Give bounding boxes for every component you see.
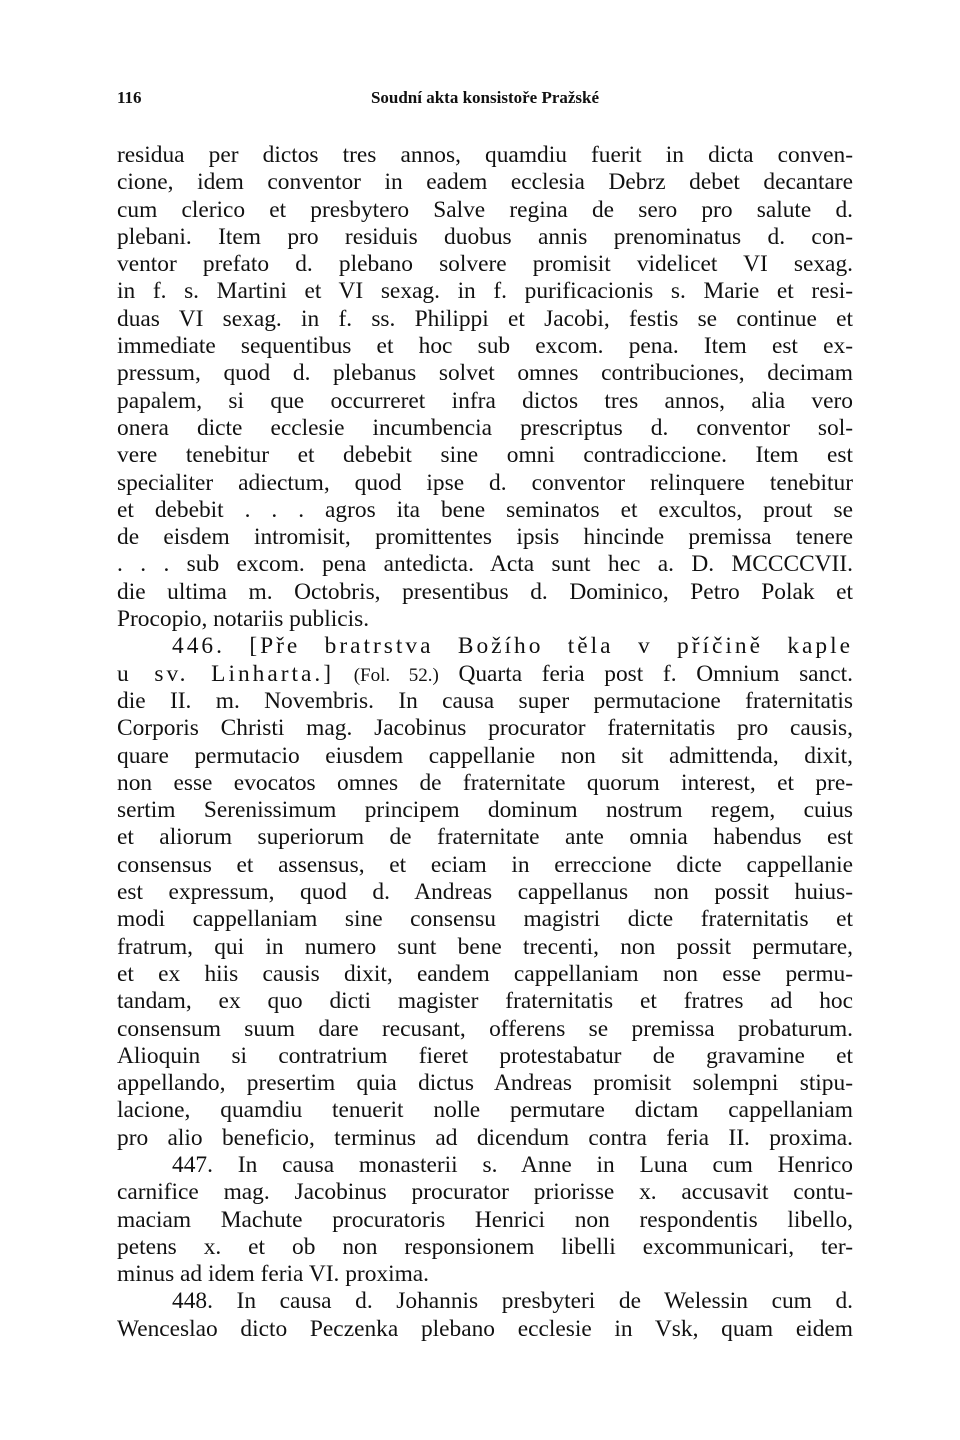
text-line: duas VI sexag. in f. ss. Philippi et Jacobi, festis se continue et (117, 305, 853, 332)
text-line: die II. m. Novembris. In causa super permutacione fraternitatis (117, 687, 853, 714)
text-line: sertim Serenissimum principem dominum nostrum regem, cuius (117, 797, 853, 824)
page-number: 116 (117, 88, 142, 107)
text-line: 448. In causa d. Johannis presbyteri de Welessin cum d. (172, 1288, 853, 1315)
text-line: Corporis Christi mag. Jacobinus procurator fraternitatis pro causis, (117, 715, 853, 742)
text-line: carnifice mag. Jacobinus procurator priorisse x. accusavit contu- (117, 1179, 853, 1206)
text-line: maciam Machute procuratoris Henrici non respondentis libello, (117, 1206, 853, 1233)
text-line: de eisdem intromisit, promittentes ipsis hincinde premissa tenere (117, 524, 853, 551)
running-head (117, 88, 853, 112)
text-line: pressum, quod d. plebanus solvet omnes contribuciones, decimam (117, 360, 853, 387)
text-line: modi cappellaniam sine consensu magistri dicte fraternitatis et (117, 906, 853, 933)
entry-text: Quarta feria post f. Omnium sanct. (458, 660, 853, 687)
entry-title-continued: u sv. Linharta.] (117, 660, 335, 687)
text-line: appellando, presertim quia dictus Andreas promisit solempni stipu- (117, 1070, 853, 1097)
text-line: vere tenebitur et debebit sine omni contradiccione. Item est (117, 442, 853, 469)
text-line: specialiter adiectum, quod ipse d. conventor relinquere tenebitur (117, 469, 853, 496)
text-line: pro alio beneficio, terminus ad dicendum contra feria II. proxima. (117, 1124, 853, 1151)
text-line: consensum suum dare recusant, offerens se premissa probaturum. (117, 1015, 853, 1042)
text-line: cum clerico et presbytero Salve regina de sero pro salute d. (117, 196, 853, 223)
entry-446-heading (117, 633, 853, 660)
text-line: in f. s. Martini et VI sexag. in f. purificacionis s. Marie et resi- (117, 278, 853, 305)
text-line: die ultima m. Octobris, presentibus d. Dominico, Petro Polak et (117, 578, 853, 605)
text-line: fratrum, qui in numero sunt bene trecenti, non possit permutare, (117, 933, 853, 960)
text-line: onera dicte ecclesie incumbencia prescriptus d. conventor sol- (117, 414, 853, 441)
body-text (117, 142, 853, 1343)
text-line: cione, idem conventor in eadem ecclesia Debrz debet decantare (117, 169, 853, 196)
text-line: et debebit . . . agros ita bene seminatos et excultos, prout se (117, 496, 853, 523)
running-title: Soudní akta konsistoře Pražské (370, 88, 600, 107)
text-line: est expressum, quod d. Andreas cappellanus non possit huius- (117, 879, 853, 906)
text-line: et ex hiis causis dixit, eandem cappellaniam non esse permu- (117, 960, 853, 987)
text-line (117, 661, 853, 688)
folio-reference: (Fol. 52.) (353, 664, 439, 686)
text-line: minus ad idem feria VI. proxima. (117, 1261, 430, 1288)
text-line: ventor prefato d. plebano solvere promisit videlicet VI sexag. (117, 251, 853, 278)
text-line: quare permutacio eiusdem cappellanie non sit admittenda, dixit, (117, 742, 853, 769)
text-line: tandam, ex quo dicti magister fraternitatis et fratres ad hoc (117, 988, 853, 1015)
text-line: lacione, quamdiu tenuerit nolle permutare dictam cappellaniam (117, 1097, 853, 1124)
text-line: immediate sequentibus et hoc sub excom. pena. Item est ex- (117, 333, 853, 360)
entry-number: 446. (172, 633, 225, 660)
entry-title: [Pře bratrstva Božího těla v příčině kaple (249, 633, 853, 660)
text-line: papalem, si que occurreret infra dictos tres annos, alia vero (117, 387, 853, 414)
text-line: Wenceslao dicto Peczenka plebano ecclesie in Vsk, quam eidem (117, 1315, 853, 1342)
text-line: plebani. Item pro residuis duobus annis prenominatus d. con- (117, 223, 853, 250)
text-line: . . . sub excom. pena antedicta. Acta sunt hec a. D. MCCCCVII. (117, 551, 853, 578)
text-line: Procopio, notariis publicis. (117, 606, 370, 633)
text-line: non esse evocatos omnes de fraternitate quorum interest, et pre- (117, 769, 853, 796)
text-line: petens x. et ob non responsionem libelli excommunicari, ter- (117, 1233, 853, 1260)
text-line: residua per dictos tres annos, quamdiu fuerit in dicta conven- (117, 142, 853, 168)
text-line: 447. In causa monasterii s. Anne in Luna cum Henrico (172, 1151, 853, 1178)
text-line: et aliorum superiorum de fraternitate ante omnia habendus est (117, 824, 853, 851)
text-line: Alioquin si contratrium fieret protestabatur de gravamine et (117, 1042, 853, 1069)
text-line: consensus et assensus, et eciam in erreccione dicte cappellanie (117, 851, 853, 878)
